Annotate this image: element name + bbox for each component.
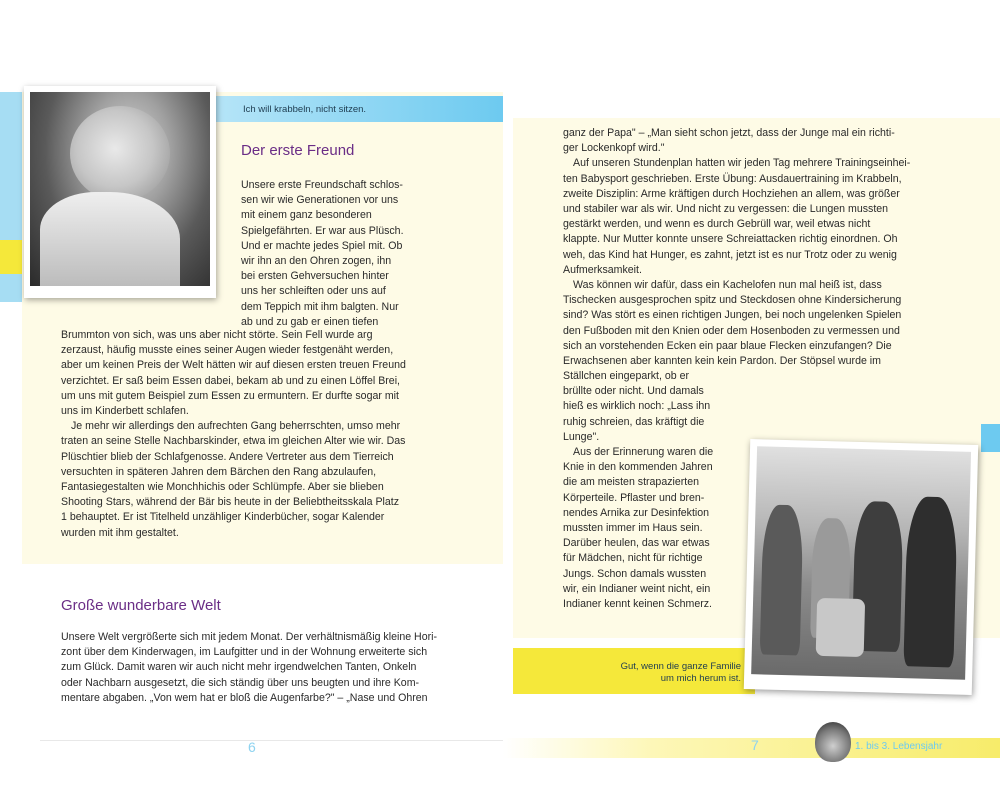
text-line: zweite Disziplin: Arme kräftigen durch Hochziehen an allem, was größer [563,187,900,200]
text-line: wir, ein Indianer weint nicht, ein [563,582,711,595]
family-photo-image [751,446,971,680]
text-line: wurden mit ihm gestaltet. [61,526,179,539]
text-line: weh, das Kind hat Hunger, es zahnt, jetzt ist es nur Trotz oder zu wenig [563,248,897,261]
footer-line [40,740,503,741]
text-line: Lunge". [563,430,600,443]
text-line: Plüschtier blieb der Schlafgenosse. Andere Vertreter aus dem Tierreich [61,450,394,463]
text-line: oder Nachbarn ausgesetzt, die sich ständig über uns beugten und ihre Kom- [61,676,420,689]
text-line: Jungs. Schon damals wussten [563,567,707,580]
text-line: Und er machte jedes Spiel mit. Ob [241,239,403,252]
text-line: Indianer kennt keinen Schmerz. [563,598,712,611]
text-line: traten an seine Stelle Nachbarskinder, etwa im gleichen Alter wie wir. Das [61,435,406,448]
text-line: Fantasiegestalten wie Monchhichis oder Schlümpfe. Aber sie blieben [61,481,384,494]
page-number-left: 6 [248,739,256,755]
text-line: Spielgefährten. Er war aus Plüsch. [241,224,404,237]
text-line: aber um keinen Preis der Welt hätten wir auf diesen ersten treuen Freund [61,359,406,372]
text-line: Aufmerksamkeit. [563,263,642,276]
text-line: versuchten in späteren Jahren dem Bärchen den Rang abzulaufen, [61,465,377,478]
text-line: um uns mit gutem Beispiel zum Essen zu ermuntern. Er durfte sogar mit [61,389,399,402]
baby-photo [24,86,216,298]
text-line: Shooting Stars, während der Bär bis heute in der Beliebtheitsskala Platz [61,496,400,509]
text-line: hieß es wirklich noch: „Lass ihn [563,400,711,413]
right-edge-cyan-tab [981,424,1000,452]
heading-grosse-wunderbare-welt: Große wunderbare Welt [61,597,221,614]
family-photo [744,439,978,695]
photo-caption-right-2: um mich herum ist. [660,673,741,684]
left-edge-yellow-tab [0,240,22,274]
right-page [503,0,1000,800]
chapter-label: 1. bis 3. Lebensjahr [855,741,943,752]
text-line: Was können wir dafür, dass ein Kachelofen nun mal heiß ist, dass [573,279,882,292]
welt-paragraph [61,630,497,706]
heading-der-erste-freund: Der erste Freund [241,142,355,159]
text-line: Darüber heulen, das war etwas [563,537,710,550]
text-line: gestärkt werden, und wenn es durch Gebrüll war, weil etwas nicht [563,218,871,231]
text-line: ganz der Papa" – „Man sieht schon jetzt, dass der Junge mal ein richti- [563,127,895,139]
text-line: ten Babysport geschrieben. Erste Übung: Ausdauertraining im Krabbeln, [563,172,902,185]
text-line: Tischecken ausgesprochen spitz und Steckdosen ohne Kindersicherung [563,294,902,307]
child-portrait-thumbnail [815,722,851,762]
baby-photo-image [30,92,210,286]
text-line: zerzaust, häufig musste eines seiner Augen wieder festgenäht werden, [61,344,394,357]
text-line: uns her schleiften oder uns auf [241,285,386,298]
wide-text-block [61,328,497,541]
text-line: und stabiler war als wir. Und nicht zu vergessen: die Lungen mussten [563,203,889,216]
text-line: mussten immer im Haus sein. [563,522,703,535]
page-number-right: 7 [751,737,759,753]
text-line: ab und zu gab er einen tiefen [241,315,379,328]
text-line: 1 behauptet. Er ist Titelheld unzähliger Kinderbücher, sogar Kalender [61,511,385,524]
text-line: Unsere erste Freundschaft schlos- [241,179,403,191]
text-line: sich an vorstehenden Ecken ein paar blaue Flecken einzufangen? Die [563,339,892,352]
text-line: Ställchen eingeparkt, ob er [563,370,690,382]
text-line: sen wir wie Generationen vor uns [241,194,399,207]
text-line: Erwachsenen aber kannten kein kein Pardon. Der Stöpsel wurde im [563,355,881,368]
text-line: Unsere Welt vergrößerte sich mit jedem Monat. Der verhältnismäßig kleine Hori- [61,631,438,643]
figure-man-right [903,496,957,667]
narrow-text-column [241,178,496,330]
text-line: den Fußboden mit den Knien oder dem Hosenboden zu vermessen und [563,324,900,337]
photo-caption-left: Ich will krabbeln, nicht sitzen. [243,104,367,115]
text-line: klappte. Nur Mutter konnte unsere Schreiattacken richtig einordnen. Oh [563,233,898,246]
text-line: ger Lockenkopf wird." [563,142,665,155]
text-line: die am meisten strapazierten [563,476,700,489]
text-line: mentare abgaben. „Von wem hat er bloß die Augenfarbe?" – „Nase und Ohren [61,691,428,704]
right-narrow-column [563,369,743,612]
text-line: wir ihn an den Ohren zogen, ihn [241,255,392,268]
text-line: verzichtet. Er saß beim Essen dabei, bekam ab und zu einen Löffel Brei, [61,374,400,387]
right-text-block [563,126,983,369]
figure-woman-left [760,504,804,655]
text-line: zum Glück. Damit waren wir auch nicht mehr irgendwelchen Tanten, Onkeln [61,661,417,674]
photo-caption-right-1: Gut, wenn die ganze Familie [620,661,741,672]
text-line: bei ersten Gehversuchen hinter [241,270,389,283]
stroller [816,598,866,657]
text-line: Knie in den kommenden Jahren [563,461,713,474]
text-line: Körperteile. Pflaster und bren- [563,491,705,504]
text-line: uns im Kinderbett schlafen. [61,405,189,418]
text-line: zont über dem Kinderwagen, im Laufgitter und in der Wohnung erweiterte sich [61,646,428,659]
text-line: Auf unseren Stundenplan hatten wir jeden Tag mehrere Trainingseinhei- [573,157,911,170]
text-line: Aus der Erinnerung waren die [573,446,714,459]
text-line: nendes Arnika zur Desinfektion [563,506,710,519]
text-line: dem Teppich mit ihm balgten. Nur [241,300,399,313]
text-line: ruhig schreien, das kräftigt die [563,415,705,428]
text-line: sind? Was stört es einen richtigen Jungen, bei noch ungelenken Spielen [563,309,902,322]
text-line: brüllte oder nicht. Und damals [563,385,704,398]
text-line: für Mädchen, nicht für richtige [563,552,703,565]
text-line: Brummton von sich, was uns aber nicht störte. Sein Fell wurde arg [61,329,373,341]
text-line: mit einem ganz besonderen [241,209,372,222]
text-line: Je mehr wir allerdings den aufrechten Gang beherrschten, umso mehr [71,420,401,433]
